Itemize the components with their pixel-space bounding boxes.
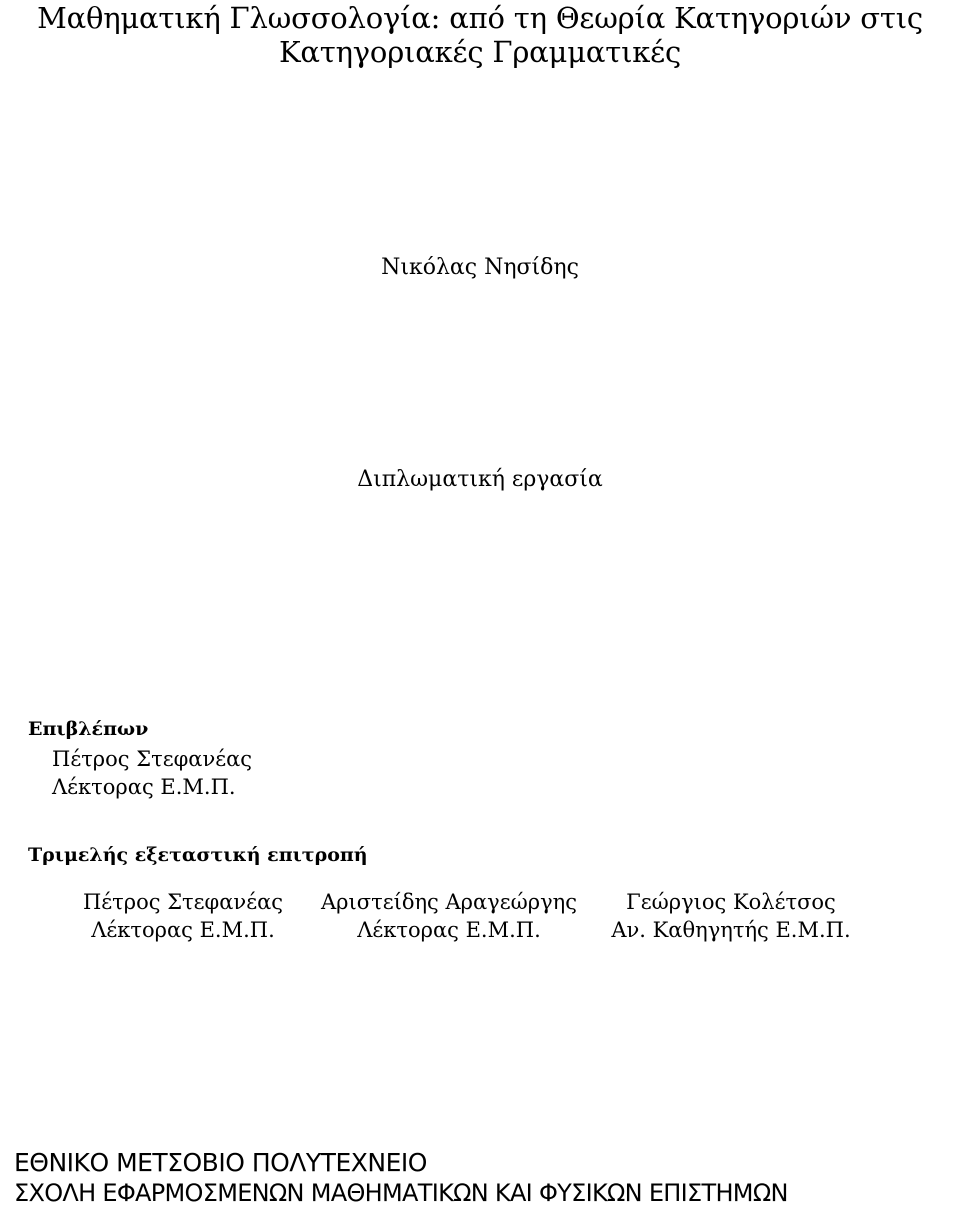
committee-member-name: Αριστείδης Αραγεώργης (321, 890, 577, 914)
committee-member-name: Πέτρος Στεφανέας (82, 890, 284, 914)
document-title-line-2: Κατηγοριακές Γραμματικές (278, 35, 682, 69)
thesis-type: Διπλωματική εργασία (357, 467, 603, 492)
committee-member-title: Λέκτορας Ε.Μ.Π. (91, 918, 275, 942)
committee-heading: Τριμελής εξεταστική επιτροπή (28, 844, 368, 866)
committee-member-title: Αν. Καθηγητής Ε.Μ.Π. (611, 918, 851, 942)
school-name: ΣΧΟΛΗ ΕΦΑΡΜΟΣΜΕΝΩΝ ΜΑΘΗΜΑΤΙΚΩΝ ΚΑΙ ΦΥΣΙΚΩΝ ΕΠΙΣΤΗΜΩΝ (14, 1179, 788, 1207)
committee-member (308, 888, 590, 944)
document-title-line-1: Μαθηματική Γλωσσολογία: από τη Θεωρία Κατηγοριών στις (37, 1, 923, 35)
committee-member-name: Γεώργιος Κολέτσος (626, 890, 836, 914)
committee-member (596, 888, 866, 944)
supervisor-name: Πέτρος Στεφανέας (52, 747, 253, 771)
university-name: ΕΘΝΙΚΟ ΜΕΤΣΟΒΙΟ ΠΟΛΥΤΕΧΝΕΙΟ (14, 1148, 427, 1177)
supervisor-title: Λέκτορας Ε.Μ.Π. (52, 775, 236, 799)
committee-member (72, 888, 294, 944)
supervisor-heading: Επιβλέπων (28, 718, 149, 740)
author-name: Νικόλας Νησίδης (381, 255, 579, 280)
committee-member-title: Λέκτορας Ε.Μ.Π. (357, 918, 541, 942)
